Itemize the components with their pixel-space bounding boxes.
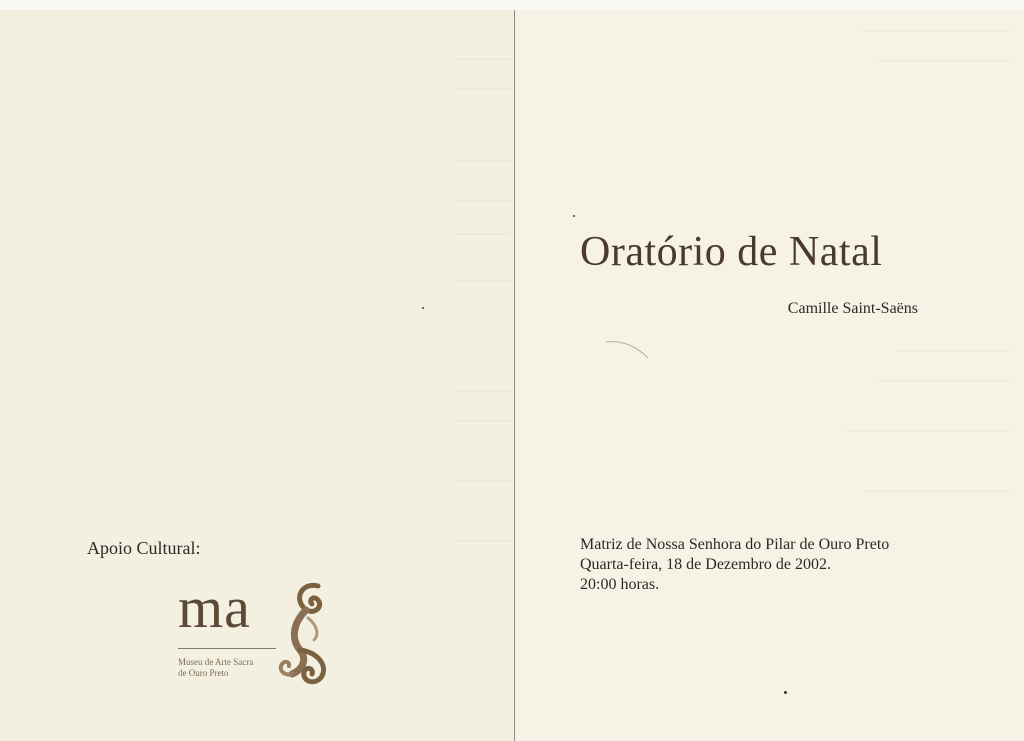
show-through-line: [866, 490, 1011, 492]
event-details: [580, 535, 889, 595]
show-through-line: [455, 88, 510, 90]
museum-logo: [176, 575, 341, 688]
show-through-line: [455, 280, 510, 282]
show-through-line: [846, 430, 1011, 432]
show-through-line: [455, 420, 510, 422]
composer-name: Camille Saint-Saëns: [787, 300, 918, 317]
show-through-line: [455, 233, 510, 235]
program-title: Oratório de Natal: [580, 229, 883, 275]
logo-divider: [178, 648, 276, 649]
show-through-line: [455, 480, 510, 482]
logo-caption-line-1: Museu de Arte Sacra: [178, 657, 254, 667]
show-through-line: [455, 200, 510, 202]
show-through-line: [455, 160, 510, 162]
show-through-line: [876, 380, 1011, 382]
center-fold-line: [514, 10, 515, 741]
right-page: [516, 0, 1024, 741]
scan-top-edge: [0, 0, 1024, 10]
logo-caption-line-2: de Ouro Preto: [178, 668, 229, 678]
event-time: 20:00 horas.: [580, 576, 660, 593]
cultural-support-label: Apoio Cultural:: [87, 538, 201, 558]
show-through-line: [876, 60, 1011, 62]
show-through-line: [455, 540, 510, 542]
event-date: Quarta-feira, 18 de Dezembro de 2002.: [580, 556, 831, 573]
show-through-line: [896, 350, 1011, 352]
paper-speck: [784, 691, 787, 694]
paper-speck: [422, 307, 424, 309]
show-through-line: [455, 390, 510, 392]
paper-mark: [606, 338, 650, 360]
logo-wordmark: ma: [178, 575, 251, 640]
logo-caption: [178, 657, 253, 679]
paper-speck: [573, 215, 575, 217]
show-through-line: [861, 30, 1011, 32]
baroque-scroll-ornament-icon: [272, 578, 338, 688]
event-venue: Matriz de Nossa Senhora do Pilar de Ouro Preto: [580, 536, 890, 553]
show-through-line: [455, 58, 510, 60]
